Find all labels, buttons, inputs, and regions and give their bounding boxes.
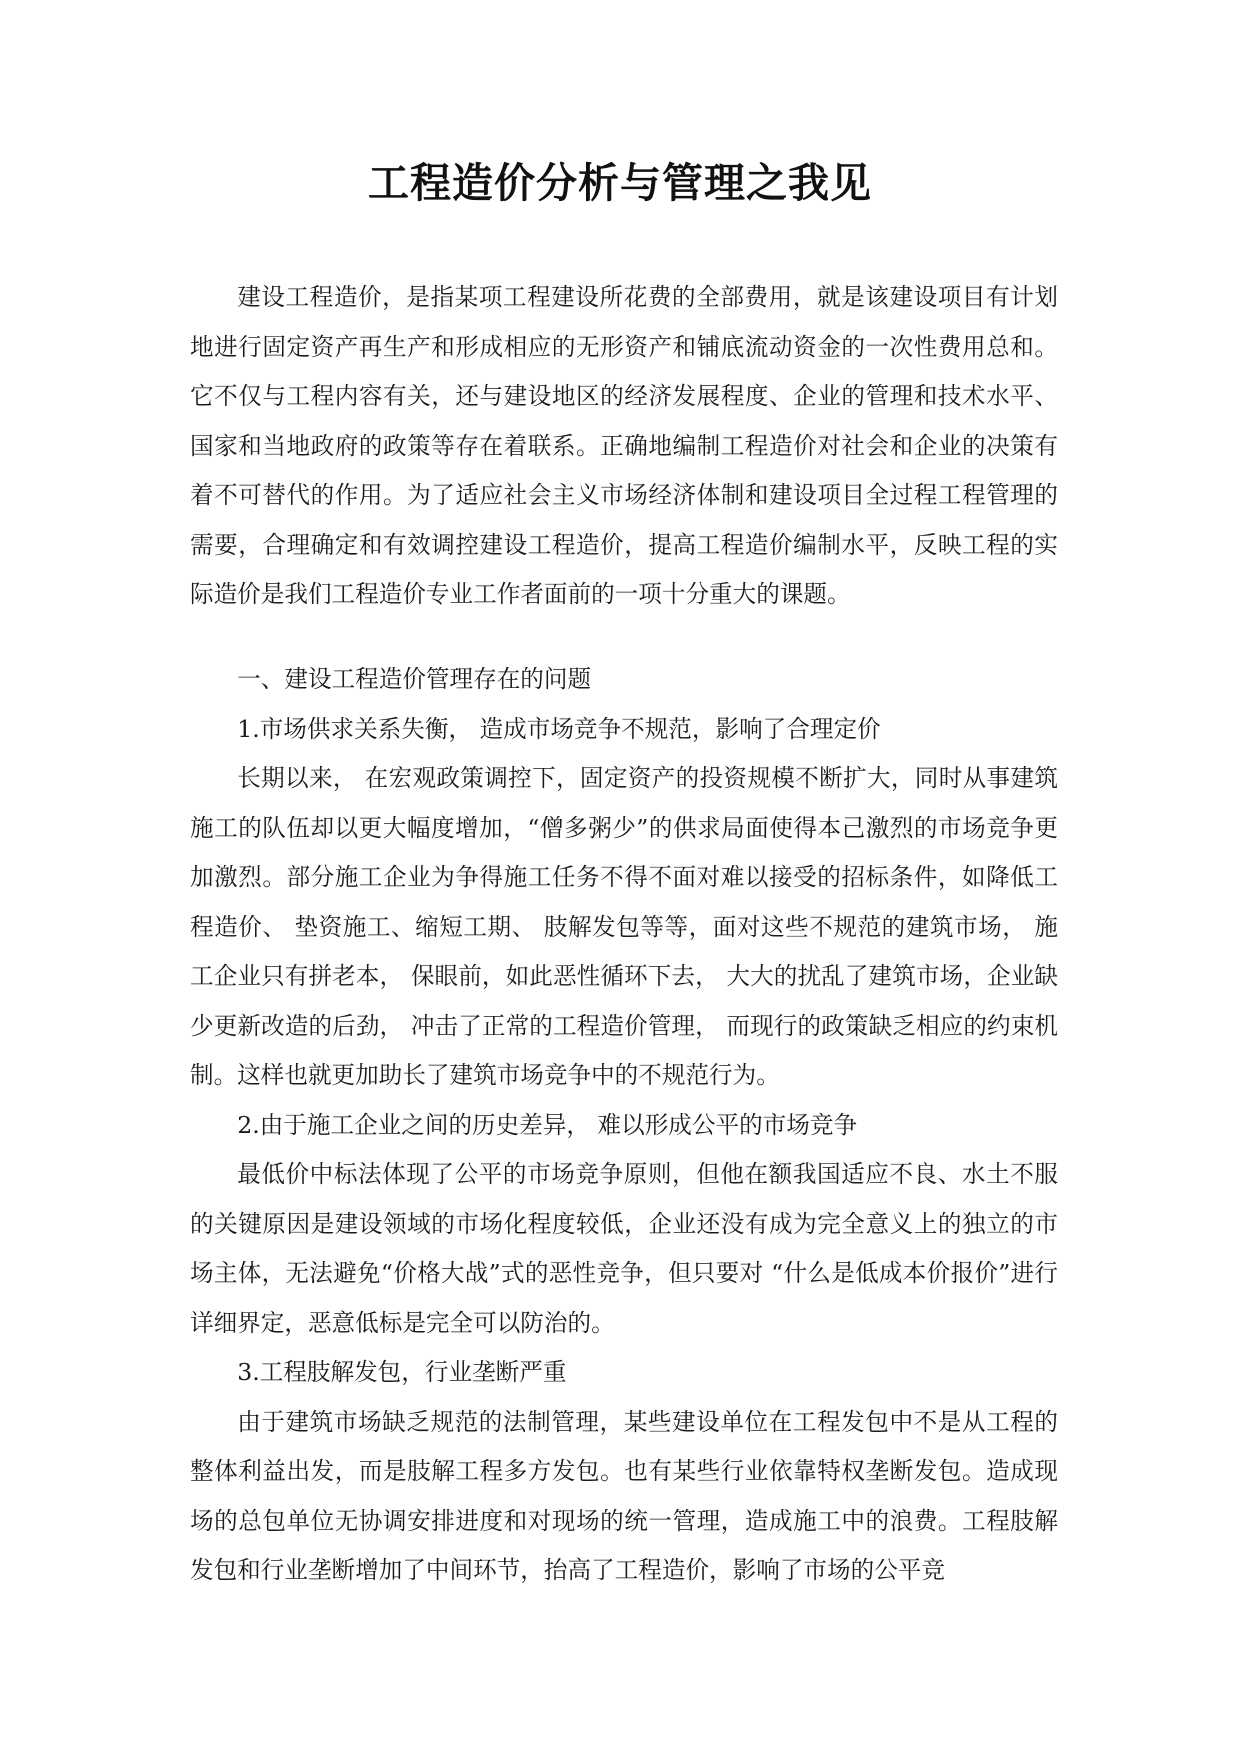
section-1 bbox=[190, 655, 1058, 1596]
item-1-paragraph: 长期以来， 在宏观政策调控下，固定资产的投资规模不断扩大，同时从事建筑施工的队伍却以更大幅度增加，“僧多粥少”的供求局面使得本己激烈的市场竞争更加激烈。部分施工企业为争得施工任务不得不面对难以接受的招标条件，如降低工程造价、 垫资施工、缩短工期、 肢解发包等等，面对这些不规范的建筑市场， 施工企业只有拼老本， 保眼前，如此恶性循环下去， 大大的扰乱了建筑市场，企业缺少更新改造的后劲， 冲击了正常的工程造价管理， 而现行的政策缺乏相应的约束机制。这样也就更加助长了建筑市场竞争中的不规范行为。 bbox=[190, 764, 1058, 1089]
item-2-heading: 2.由于施工企业之间的历史差异， 难以形成公平的市场竞争 bbox=[237, 1110, 858, 1139]
intro-paragraph: 建设工程造价，是指某项工程建设所花费的全部费用，就是该建设项目有计划地进行固定资产再生产和形成相应的无形资产和铺底流动资金的一次性费用总和。它不仅与工程内容有关，还与建设地区的经济发展程度、企业的管理和技术水平、国家和当地政府的政策等存在着联系。正确地编制工程造价对社会和企业的决策有着不可替代的作用。为了适应社会主义市场经济体制和建设项目全过程工程管理的需要，合理确定和有效调控建设工程造价，提高工程造价编制水平，反映工程的实际造价是我们工程造价专业工作者面前的一项十分重大的课题。 bbox=[190, 283, 1058, 608]
item-3-heading: 3.工程肢解发包，行业垄断严重 bbox=[237, 1358, 567, 1386]
document-title: 工程造价分析与管理之我见 bbox=[368, 159, 872, 207]
item-1-heading: 1.市场供求关系失衡， 造成市场竞争不规范，影响了合理定价 bbox=[237, 714, 881, 743]
item-2-paragraph: 最低价中标法体现了公平的市场竞争原则，但他在额我国适应不良、水土不服的关键原因是建设领域的市场化程度较低，企业还没有成为完全意义上的独立的市场主体，无法避免“价格大战”式的恶性竞争，但只要对 “什么是低成本价报价”进行详细界定，恶意低标是完全可以防治的。 bbox=[190, 1160, 1058, 1337]
item-3-paragraph: 由于建筑市场缺乏规范的法制管理，某些建设单位在工程发包中不是从工程的整体利益出发，而是肢解工程多方发包。也有某些行业依靠特权垄断发包。造成现场的总包单位无协调安排进度和对现场的统一管理，造成施工中的浪费。工程肢解发包和行业垄断增加了中间环节，抬高了工程造价，影响了市场的公平竞 bbox=[190, 1407, 1058, 1584]
section-heading: 一、建设工程造价管理存在的问题 bbox=[237, 665, 592, 693]
